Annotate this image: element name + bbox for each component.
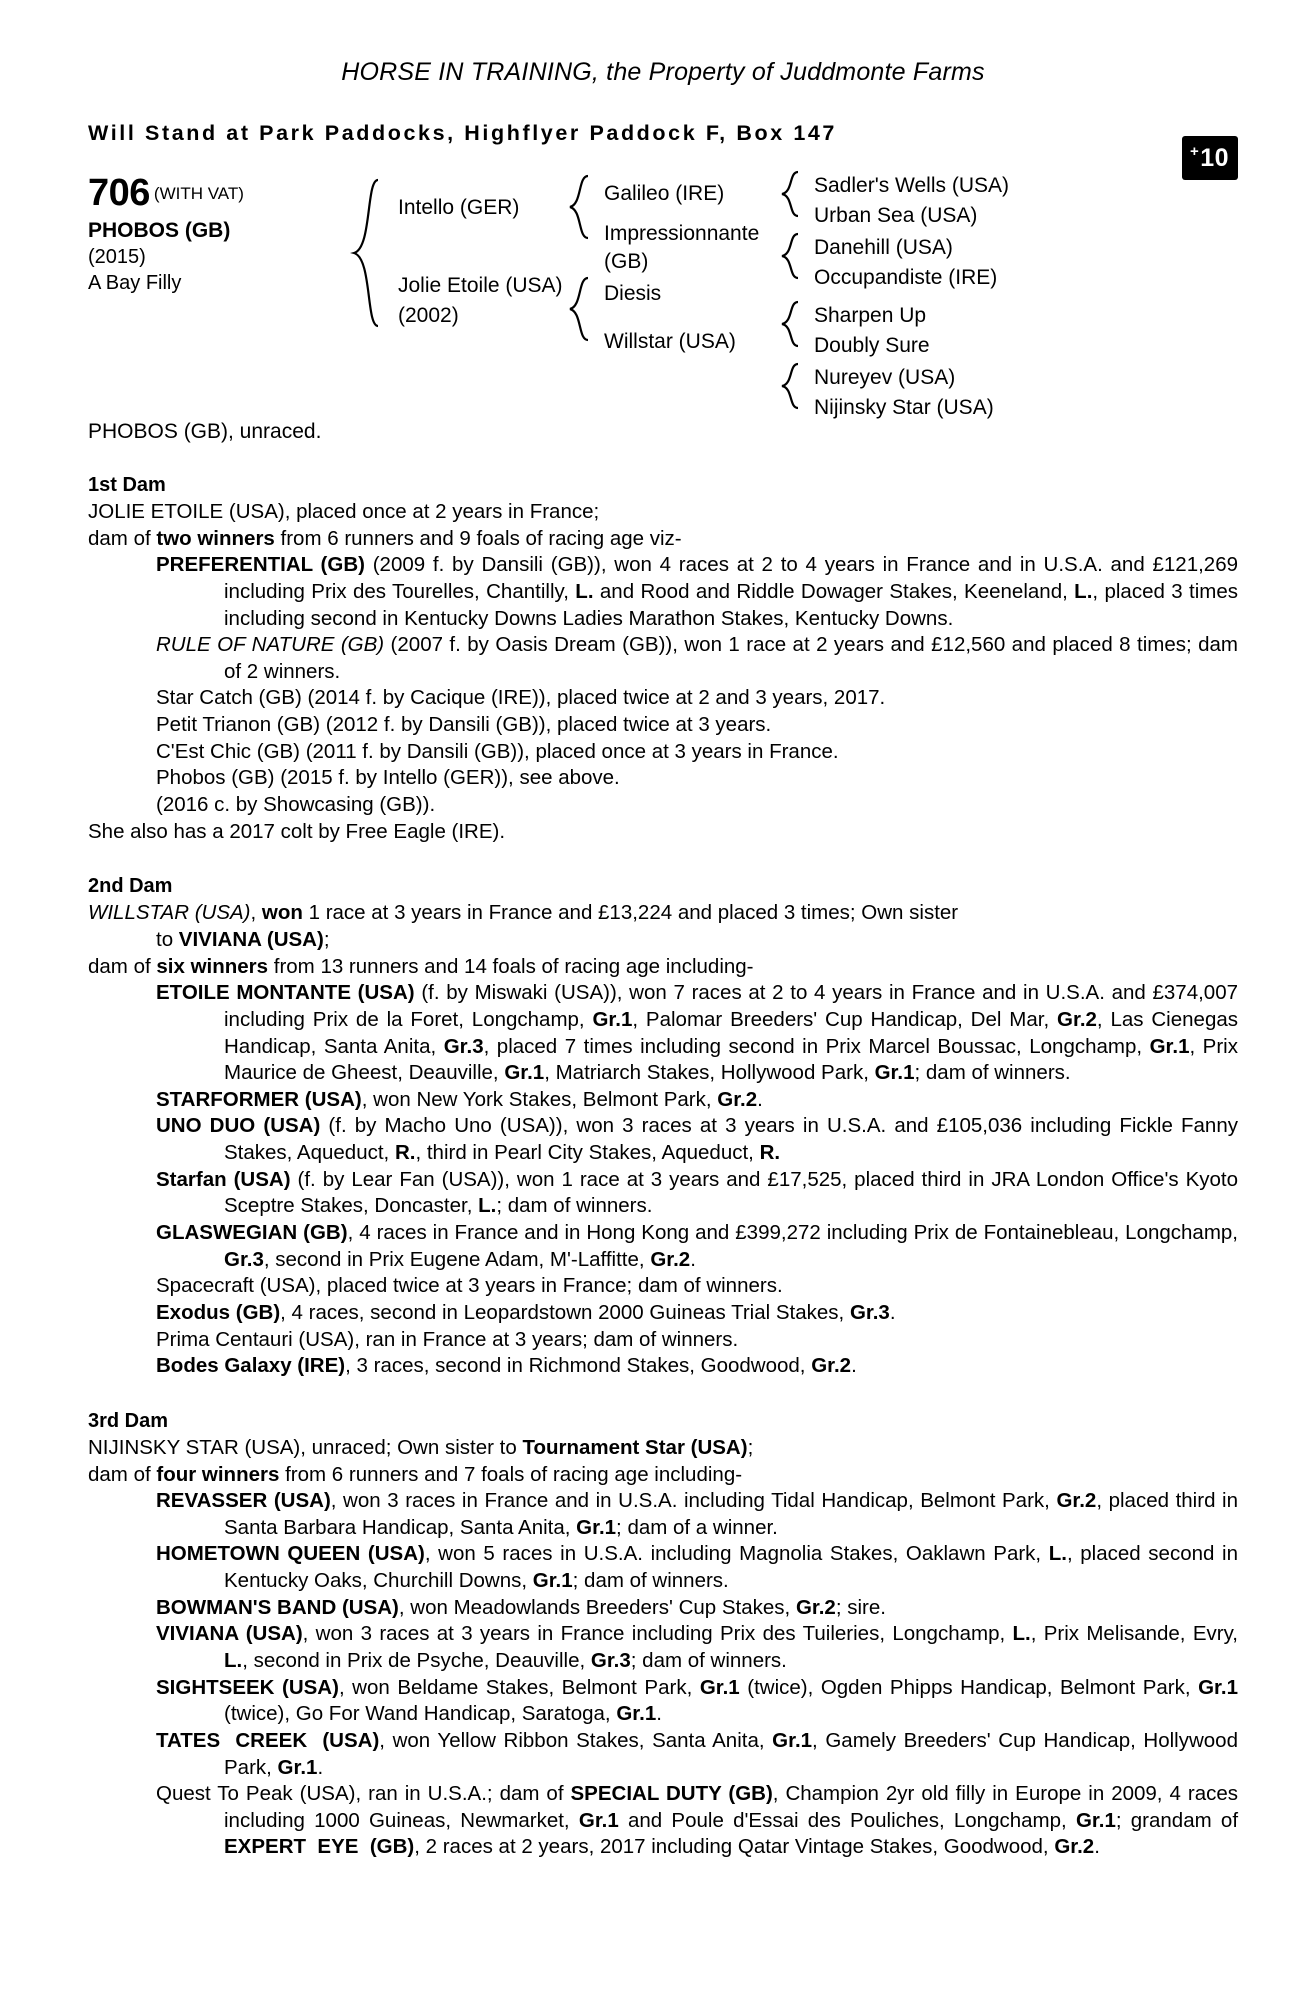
horse-name: PHOBOS (GB) [88,219,231,242]
second-dam-line3 [88,954,1238,981]
progeny-entry: BOWMAN'S BAND (USA), won Meadowlands Breeders' Cup Stakes, Gr.2; sire. [156,1595,886,1619]
pedigree-gg-3: Danehill (USA) [814,236,953,259]
second-dam-line1: WILLSTAR (USA), won 1 race at 3 years in France and £13,224 and placed 3 times; Own sister [88,901,959,925]
progeny-entry: C'Est Chic (GB) (2011 f. by Dansili (GB)), placed once at 3 years in France. [156,739,839,763]
brace-main [350,178,384,328]
pedigree-dam: Jolie Etoile (USA) [398,274,563,297]
stand-line: Will Stand at Park Paddocks, Highflyer Paddock F, Box 147 [88,121,837,145]
third-dam-line2-pre: dam of [88,1462,157,1486]
lot-identity [88,172,318,295]
second-dam-line3-bold: six winners [156,954,269,978]
pedigree-dam-year: (2002) [398,304,459,327]
progeny-entry: Quest To Peak (USA), ran in U.S.A.; dam of SPECIAL DUTY (GB), Champion 2yr old filly in Europe in 2009, 4 races including 1000 Guineas, Newmarket, Gr.1 and Poule d'Essai des Pouliches, Longchamp, Gr.1; grandam of EXPERT EYE (GB), 2 races at 2 years, 2017 including Qatar Vintage Stakes, Goodwood, Gr.2. [156,1782,1239,1859]
second-dam-text2-bold: VIVIANA (USA) [178,927,324,951]
brace-g4 [778,362,802,410]
progeny-entry: Phobos (GB) (2015 f. by Intello (GER)), see above. [156,766,620,790]
badge-number: 10 [1200,143,1230,172]
page-title: HORSE IN TRAINING, the Property of Juddmonte Farms [341,58,985,86]
pedigree-gg-7: Nureyev (USA) [814,366,956,389]
pedigree-sire-dam: Impressionnante [604,222,760,245]
third-dam-line1-pre: NIJINSKY STAR (USA), unraced; Own sister to [88,1435,523,1459]
progeny-entry: Exodus (GB), 4 races, second in Leopardstown 2000 Guineas Trial Stakes, Gr.3. [156,1300,896,1324]
first-dam-line1: JOLIE ETOILE (USA), placed once at 2 years in France; [88,500,600,523]
brace-dam [566,276,592,342]
progeny-entry: SIGHTSEEK (USA), won Beldame Stakes, Belmont Park, Gr.1 (twice), Ogden Phipps Handicap, Belmont Park, Gr.1 (twice), Go For Wand Handicap, Saratoga, Gr.1. [156,1675,1238,1726]
first-dam-heading: 1st Dam [88,474,166,496]
first-dam-line2 [88,526,1238,553]
pedigree-sire-sire: Galileo (IRE) [604,182,725,205]
progeny-entry: REVASSER (USA), won 3 races in France and in U.S.A. including Tidal Handicap, Belmont Park, Gr.2, placed third in Santa Barbara Handicap, Santa Anita, Gr.1; dam of a winner. [156,1489,1238,1539]
second-dam-line2 [156,927,1238,954]
progeny-entry: Petit Trianon (GB) (2012 f. by Dansili (GB)), placed twice at 3 years. [156,713,772,737]
pedigree-gg-4: Occupandiste (IRE) [814,266,998,289]
second-dam-text1: 1 race at 3 years in France and £13,224 and placed 3 times; Own sister [302,901,959,925]
second-dam-text2-post: ; [323,927,330,951]
second-dam-line3-post: from 13 runners and 14 foals of racing age including- [268,954,754,978]
brace-g1 [778,170,802,218]
first-dam-line2-pre: dam of [88,526,157,550]
progeny-entry: Star Catch (GB) (2014 f. by Cacique (IRE)), placed twice at 2 and 3 years, 2017. [156,686,886,710]
progeny-entry: UNO DUO (USA) (f. by Macho Uno (USA)), won 3 races at 3 years in U.S.A. and £105,036 including Fickle Fanny Stakes, Aqueduct, R., third in Pearl City Stakes, Aqueduct, R. [156,1114,1238,1165]
progeny-entry: (2016 c. by Showcasing (GB)). [156,793,436,817]
progeny-entry: STARFORMER (USA), won New York Stakes, Belmont Park, Gr.2. [156,1087,763,1111]
lot-with-vat: (WITH VAT) [153,184,244,203]
second-dam-won: won [261,901,303,925]
horse-year: (2015) [88,246,146,268]
horse-description: A Bay Filly [88,272,182,294]
progeny-entry: Starfan (USA) (f. by Lear Fan (USA)), won 1 race at 3 years and £17,525, placed third in JRA London Office's Kyoto Sceptre Stakes, Doncaster, L.; dam of winners. [156,1167,1239,1218]
brace-g2 [778,232,802,280]
progeny-entry: Prima Centauri (USA), ran in France at 3 years; dam of winners. [156,1327,739,1351]
second-dam-heading: 2nd Dam [88,875,173,898]
first-dam-footnote: She also has a 2017 colt by Free Eagle (IRE). [88,819,506,843]
unraced-note: PHOBOS (GB), unraced. [88,420,322,443]
third-dam-line1-post: ; [747,1435,754,1459]
first-dam-line2-post: from 6 runners and 9 foals of racing age viz- [274,526,682,550]
pedigree-sire: Intello (GER) [398,196,520,219]
second-dam-text2-pre: to [156,927,179,951]
pedigree-gg-5: Sharpen Up [814,304,927,327]
badge-plus-icon: + [1189,142,1200,160]
progeny-entry: PREFERENTIAL (GB) (2009 f. by Dansili (GB)), won 4 races at 2 to 4 years in France and in U.S.A. and £121,269 including Prix des Tourelles, Chantilly, L. and Rood and Riddle Dowager Stakes, Keeneland, L., placed 3 times including second in Kentucky Downs Ladies Marathon Stakes, Kentucky Downs. [156,553,1238,630]
progeny-entry: Bodes Galaxy (IRE), 3 races, second in Richmond Stakes, Goodwood, Gr.2. [156,1354,857,1378]
third-dam-line1-bold: Tournament Star (USA) [522,1435,748,1459]
pedigree-gg-6: Doubly Sure [814,334,930,357]
progeny-entry: RULE OF NATURE (GB) (2007 f. by Oasis Dream (GB)), won 1 race at 2 years and £12,560 and placed 8 times; dam of 2 winners. [156,633,1238,683]
pedigree-dam-dam: Willstar (USA) [604,330,736,353]
progeny-entry: HOMETOWN QUEEN (USA), won 5 races in U.S.A. including Magnolia Stakes, Oaklawn Park, L., placed second in Kentucky Oaks, Churchill Downs, Gr.1; dam of winners. [156,1542,1238,1593]
second-dam-name: WILLSTAR (USA) [88,901,251,925]
lot-number: 706 [88,172,150,214]
pedigree-gg-2: Urban Sea (USA) [814,204,978,227]
pedigree-gg-8: Nijinsky Star (USA) [814,396,994,419]
pedigree-sire-dam-country: (GB) [604,250,649,273]
brace-sire [566,174,592,240]
pedigree-dam-sire: Diesis [604,282,662,305]
progeny-entry: Spacecraft (USA), placed twice at 3 years in France; dam of winners. [156,1274,783,1298]
third-dam-line2-bold: four winners [156,1462,280,1486]
progeny-entry: ETOILE MONTANTE (USA) (f. by Miswaki (USA)), won 7 races at 2 to 4 years in France and in U.S.A. and £374,007 including Prix de la Foret, Longchamp, Gr.1, Palomar Breeders' Cup Handicap, Del Mar, Gr.2, Las Cienegas Handicap, Santa Anita, Gr.3, placed 7 times including second in Prix Marcel Boussac, Longchamp, Gr.1, Prix Maurice de Gheest, Deauville, Gr.1, Matriarch Stakes, Hollywood Park, Gr.1; dam of winners. [156,981,1238,1085]
progeny-entry: GLASWEGIAN (GB), 4 races in France and in Hong Kong and £399,272 including Prix de Fontainebleau, Longchamp, Gr.3, second in Prix Eugene Adam, M'-Laffitte, Gr.2. [156,1221,1238,1271]
third-dam-line2 [88,1462,1238,1489]
second-dam-line3-pre: dam of [88,954,157,978]
brace-g3 [778,300,802,348]
progeny-entry: VIVIANA (USA), won 3 races at 3 years in France including Prix des Tuileries, Longchamp, L., Prix Melisande, Evry, L., second in Prix de Psyche, Deauville, Gr.3; dam of winners. [156,1622,1238,1672]
third-dam-line2-post: from 6 runners and 7 foals of racing age including- [279,1462,743,1486]
third-dam-line1 [88,1435,1238,1462]
third-dam-heading: 3rd Dam [88,1409,169,1432]
progeny-entry: TATES CREEK (USA), won Yellow Ribbon Stakes, Santa Anita, Gr.1, Gamely Breeders' Cup Handicap, Hollywood Park, Gr.1. [156,1728,1238,1779]
first-dam-line2-bold: two winners [156,526,275,550]
pedigree-chart [88,164,1238,419]
pedigree-gg-1: Sadler's Wells (USA) [814,174,1009,197]
